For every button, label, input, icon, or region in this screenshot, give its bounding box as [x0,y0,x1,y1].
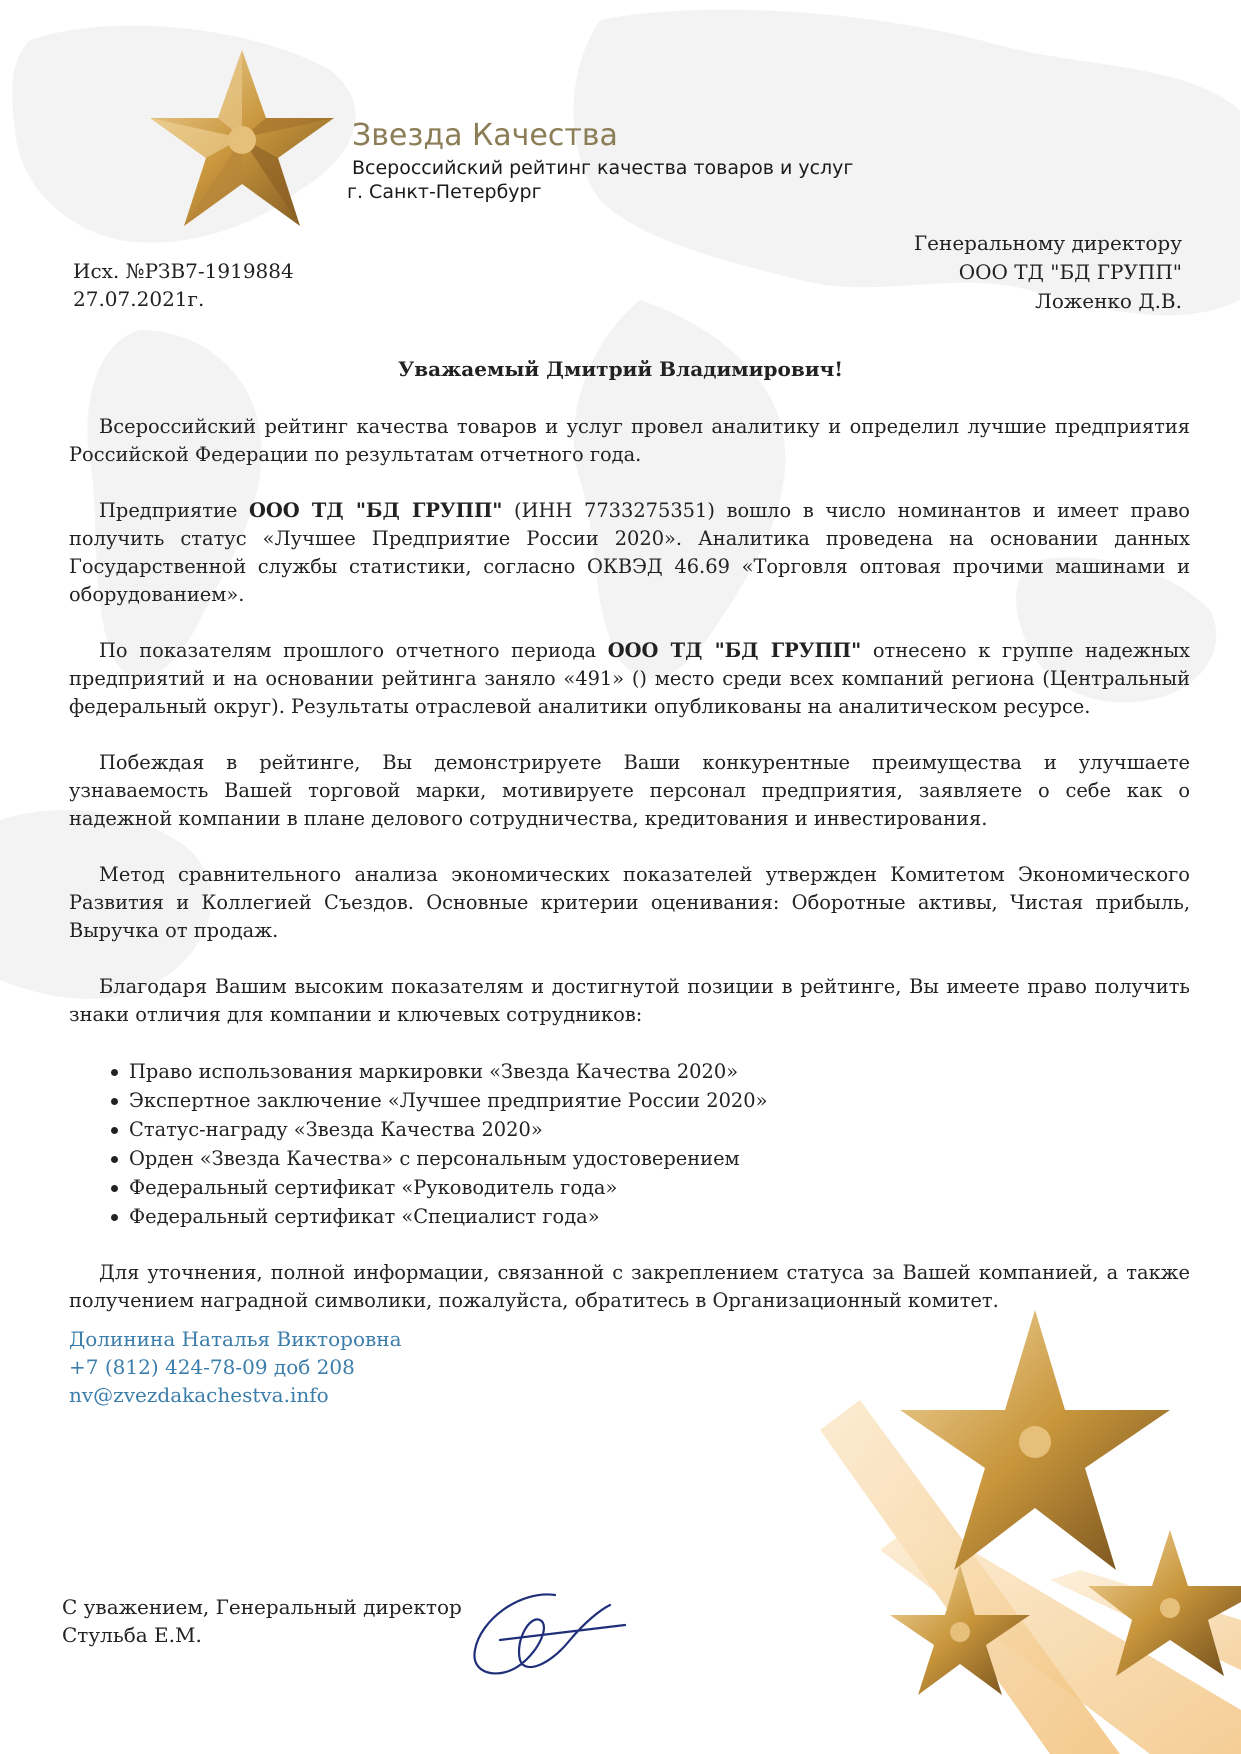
list-item: Статус-награду «Звезда Качества 2020» [129,1115,1190,1144]
handwritten-signature-icon [460,1580,630,1690]
paragraph-rating: По показателям прошлого отчетного периода ООО ТД "БД ГРУПП" отнесено к группе надежных предприятий и на основании рейтинга заняло «491» () место среди всех компаний региона (Центральный федеральный округ). Результаты отраслевой аналитики опубликованы на аналитическом ресурсе. [69,639,1190,718]
signature-line-2: Стульба Е.М. [62,1623,202,1647]
star-logo-icon [148,48,336,228]
company-name: ООО ТД "БД ГРУПП" [607,639,862,662]
paragraph-method: Метод сравнительного анализа экономических показателей утвержден Комитетом Экономического Развития и Коллегией Съездов. Основные критерии оценивания: Оборотные активы, Чистая прибыль, Выручка от продаж. [69,863,1190,942]
org-name: Звезда Качества [352,118,618,153]
letter-body [69,413,1190,1315]
paragraph-contact-info: Для уточнения, полной информации, связанной с закреплением статуса за Вашей компанией, а также получением наградной символики, пожалуйста, обратитесь в Организационный комитет. [69,1261,1190,1312]
contact-phone[interactable]: +7 (812) 424-78-09 доб 208 [69,1355,355,1379]
org-subtitle: Всероссийский рейтинг качества товаров и услуг [352,157,854,179]
list-item: Право использования маркировки «Звезда Качества 2020» [129,1057,1190,1086]
paragraph-nomination: Предприятие ООО ТД "БД ГРУПП" (ИНН 7733275351) вошло в число номинантов и имеет право получить статус «Лучшее Предприятие России 2020». Аналитика проведена на основании данных Государственной службы статистики, согласно ОКВЭД 46.69 «Торговля оптовая прочими машинами и оборудованием». [69,499,1190,606]
outgoing-reference [73,257,294,313]
salutation: Уважаемый Дмитрий Владимирович! [398,357,843,381]
reference-number: Исх. №РЗВ7-1919884 [73,259,294,283]
contact-name: Долинина Наталья Викторовна [69,1327,402,1351]
contact-block [69,1325,402,1409]
paragraph-awards-intro: Благодаря Вашим высоким показателям и достигнутой позиции в рейтинге, Вы имеете право получить знаки отличия для компании и ключевых сотрудников: [69,975,1190,1026]
reference-date: 27.07.2021г. [73,287,205,311]
company-name: ООО ТД "БД ГРУПП" [249,499,503,522]
paragraph-benefits: Побеждая в рейтинге, Вы демонстрируете Ваши конкурентные преимущества и улучшаете узнаваемость Вашей торговой марки, мотивируете персонал предприятия, заявляете о себе как о надежной компании в плане делового сотрудничества, кредитования и инвестирования. [69,751,1190,830]
addressee-company: ООО ТД "БД ГРУПП" [958,260,1182,284]
addressee-block [914,229,1182,316]
contact-email[interactable]: nv@zvezdakachestva.info [69,1383,329,1407]
list-item: Федеральный сертификат «Специалист года» [129,1202,1190,1231]
signature-line-1: С уважением, Генеральный директор [62,1595,462,1619]
paragraph-intro: Всероссийский рейтинг качества товаров и услуг провел аналитику и определил лучшие предприятия Российской Федерации по результатам отчетного года. [69,415,1190,466]
addressee-position: Генеральному директору [913,231,1182,255]
org-city: г. Санкт-Петербург [347,181,542,203]
list-item: Орден «Звезда Качества» с персональным удостоверением [129,1144,1190,1173]
awards-list [69,1057,1190,1231]
addressee-person: Ложенко Д.В. [1035,289,1182,313]
list-item: Экспертное заключение «Лучшее предприятие России 2020» [129,1086,1190,1115]
decorative-stars-icon [820,1290,1241,1754]
signature-block [62,1593,462,1649]
list-item: Федеральный сертификат «Руководитель года» [129,1173,1190,1202]
